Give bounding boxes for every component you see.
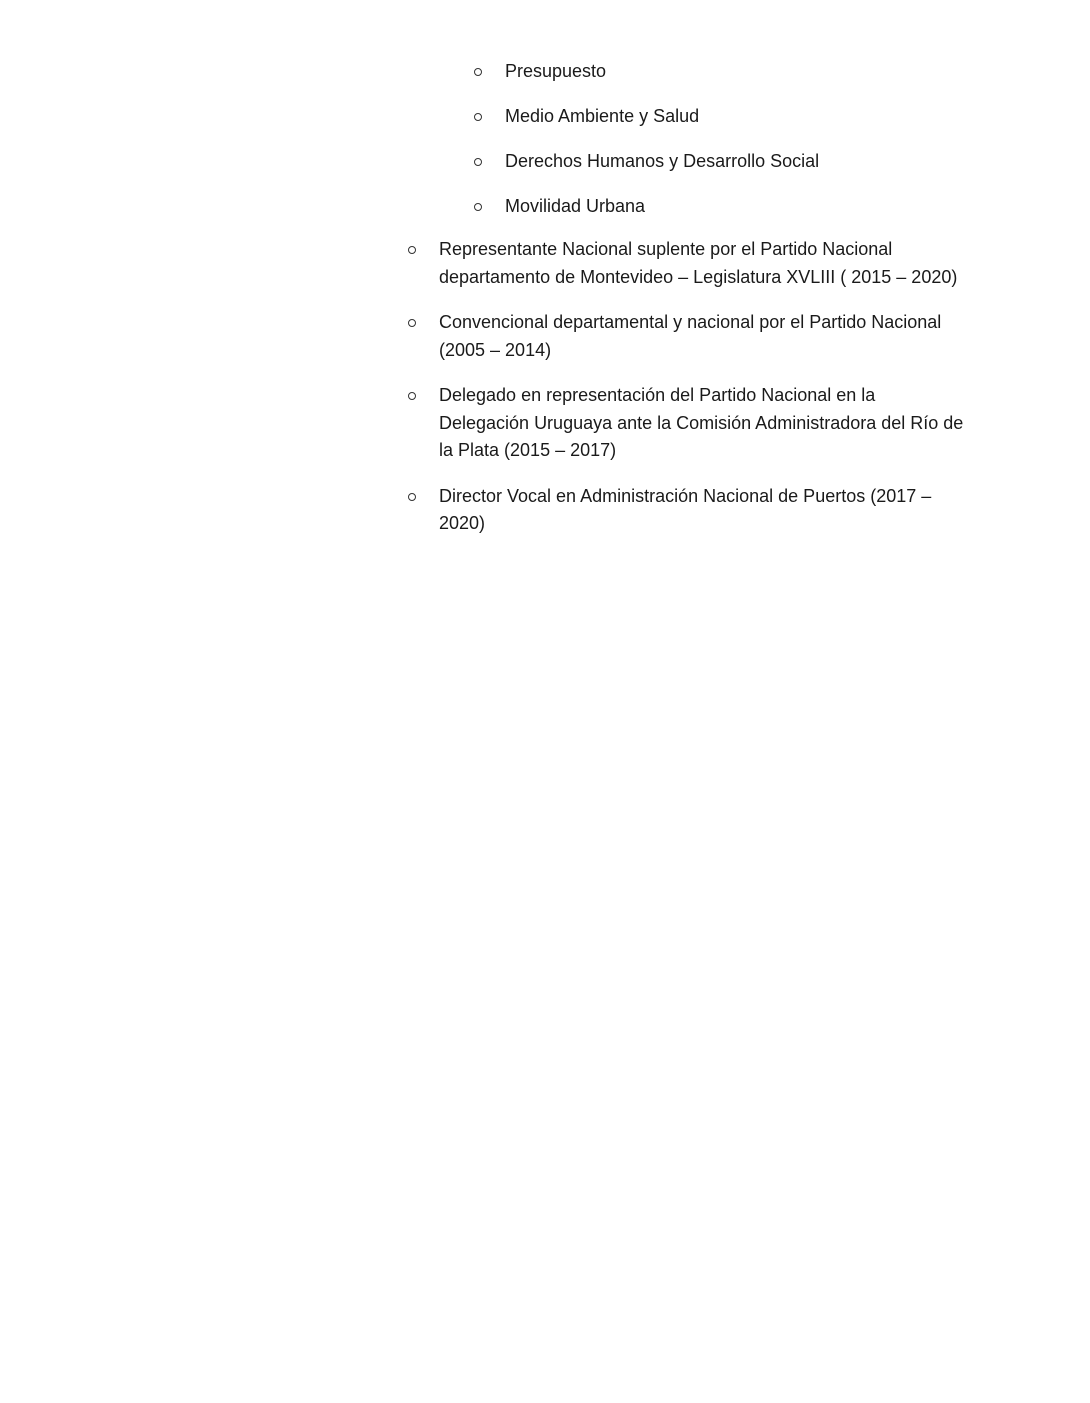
list-item (404, 483, 964, 538)
hollow-circle-bullet-icon (408, 319, 416, 327)
list-item-text: Convencional departamental y nacional por el Partido Nacional (2005 – 2014) (439, 312, 942, 360)
hollow-circle-bullet-icon (408, 493, 416, 501)
list-item-text: Representante Nacional suplente por el Partido Nacional departamento de Montevideo – Legislatura XVLIII ( 2015 – 2020) (439, 239, 958, 287)
positions-list (404, 236, 964, 556)
hollow-circle-bullet-icon (474, 68, 482, 76)
hollow-circle-bullet-icon (408, 392, 416, 400)
list-item (470, 101, 819, 146)
list-item (470, 56, 819, 101)
hollow-circle-bullet-icon (474, 113, 482, 121)
list-item-text: Movilidad Urbana (505, 196, 646, 216)
committee-sublist (470, 56, 819, 236)
list-item (470, 191, 819, 236)
list-item-text: Presupuesto (505, 61, 607, 81)
list-item-text: Delegado en representación del Partido Nacional en la Delegación Uruguaya ante la Comisión Administradora del Río de la Plata (2015 – 2017) (439, 385, 964, 460)
hollow-circle-bullet-icon (474, 158, 482, 166)
hollow-circle-bullet-icon (474, 203, 482, 211)
list-item-text: Director Vocal en Administración Nacional de Puertos (2017 – 2020) (439, 485, 932, 533)
hollow-circle-bullet-icon (408, 246, 416, 254)
list-item-text: Medio Ambiente y Salud (505, 106, 700, 126)
list-item-text: Derechos Humanos y Desarrollo Social (505, 151, 820, 171)
list-item (470, 146, 819, 191)
list-item (404, 236, 964, 291)
list-item (404, 309, 964, 364)
list-item (404, 382, 964, 465)
